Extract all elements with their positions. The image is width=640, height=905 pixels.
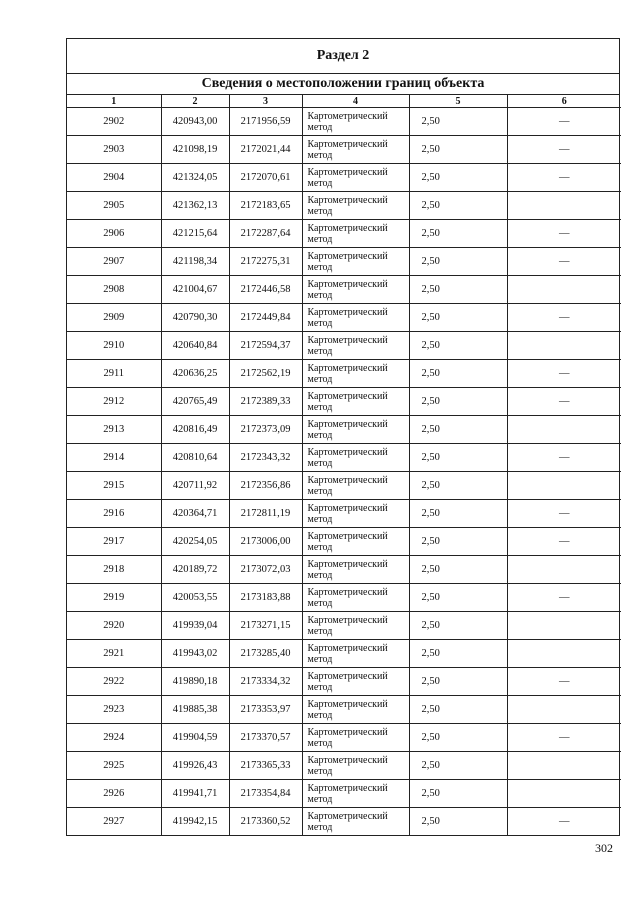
point-number-cell: 2918	[67, 556, 161, 584]
column-6-cell: —	[507, 136, 621, 164]
point-number-cell: 2915	[67, 472, 161, 500]
accuracy-cell: 2,50	[409, 696, 507, 724]
point-number-cell: 2910	[67, 332, 161, 360]
column-6-cell	[507, 276, 621, 304]
column-6-cell: —	[507, 808, 621, 836]
x-coordinate-cell: 419943,02	[161, 640, 229, 668]
point-number-cell: 2917	[67, 528, 161, 556]
column-6-cell: —	[507, 444, 621, 472]
section-subtitle: Сведения о местоположении границ объекта	[67, 74, 619, 95]
y-coordinate-cell: 2173354,84	[229, 780, 302, 808]
method-cell: Картометрический метод	[302, 164, 409, 192]
accuracy-cell: 2,50	[409, 724, 507, 752]
table-row	[67, 528, 621, 556]
table-row	[67, 500, 621, 528]
x-coordinate-cell: 419941,71	[161, 780, 229, 808]
column-6-cell	[507, 752, 621, 780]
accuracy-cell: 2,50	[409, 668, 507, 696]
accuracy-cell: 2,50	[409, 780, 507, 808]
y-coordinate-cell: 2172446,58	[229, 276, 302, 304]
column-6-cell: —	[507, 248, 621, 276]
method-cell: Картометрический метод	[302, 416, 409, 444]
x-coordinate-cell: 420711,92	[161, 472, 229, 500]
column-6-cell: —	[507, 360, 621, 388]
method-cell: Картометрический метод	[302, 500, 409, 528]
point-number-cell: 2907	[67, 248, 161, 276]
y-coordinate-cell: 2172275,31	[229, 248, 302, 276]
point-number-cell: 2903	[67, 136, 161, 164]
accuracy-cell: 2,50	[409, 332, 507, 360]
method-cell: Картометрический метод	[302, 752, 409, 780]
accuracy-cell: 2,50	[409, 136, 507, 164]
y-coordinate-cell: 2173183,88	[229, 584, 302, 612]
column-6-cell	[507, 472, 621, 500]
column-6-cell: —	[507, 108, 621, 136]
table-row	[67, 220, 621, 248]
accuracy-cell: 2,50	[409, 556, 507, 584]
x-coordinate-cell: 420364,71	[161, 500, 229, 528]
method-cell: Картометрический метод	[302, 808, 409, 836]
point-number-cell: 2912	[67, 388, 161, 416]
x-coordinate-cell: 420053,55	[161, 584, 229, 612]
x-coordinate-cell: 420790,30	[161, 304, 229, 332]
x-coordinate-cell: 420254,05	[161, 528, 229, 556]
table-row	[67, 108, 621, 136]
y-coordinate-cell: 2172373,09	[229, 416, 302, 444]
accuracy-cell: 2,50	[409, 192, 507, 220]
point-number-cell: 2916	[67, 500, 161, 528]
column-header: 4	[302, 95, 409, 108]
point-number-cell: 2926	[67, 780, 161, 808]
method-cell: Картометрический метод	[302, 444, 409, 472]
point-number-cell: 2921	[67, 640, 161, 668]
method-cell: Картометрический метод	[302, 248, 409, 276]
column-6-cell: —	[507, 220, 621, 248]
y-coordinate-cell: 2173006,00	[229, 528, 302, 556]
y-coordinate-cell: 2172449,84	[229, 304, 302, 332]
accuracy-cell: 2,50	[409, 612, 507, 640]
column-6-cell: —	[507, 500, 621, 528]
page-number: 302	[595, 841, 613, 855]
document-sheet	[66, 38, 620, 836]
table-row	[67, 696, 621, 724]
method-cell: Картометрический метод	[302, 724, 409, 752]
accuracy-cell: 2,50	[409, 304, 507, 332]
method-cell: Картометрический метод	[302, 696, 409, 724]
x-coordinate-cell: 421324,05	[161, 164, 229, 192]
column-6-cell: —	[507, 388, 621, 416]
method-cell: Картометрический метод	[302, 556, 409, 584]
method-cell: Картометрический метод	[302, 612, 409, 640]
table-row	[67, 248, 621, 276]
column-6-cell	[507, 556, 621, 584]
table-row	[67, 472, 621, 500]
y-coordinate-cell: 2173285,40	[229, 640, 302, 668]
column-header: 3	[229, 95, 302, 108]
x-coordinate-cell: 419926,43	[161, 752, 229, 780]
y-coordinate-cell: 2172389,33	[229, 388, 302, 416]
x-coordinate-cell: 421362,13	[161, 192, 229, 220]
table-row	[67, 584, 621, 612]
accuracy-cell: 2,50	[409, 472, 507, 500]
y-coordinate-cell: 2172021,44	[229, 136, 302, 164]
y-coordinate-cell: 2172343,32	[229, 444, 302, 472]
x-coordinate-cell: 419939,04	[161, 612, 229, 640]
column-6-cell: —	[507, 164, 621, 192]
method-cell: Картометрический метод	[302, 360, 409, 388]
table-row	[67, 556, 621, 584]
accuracy-cell: 2,50	[409, 360, 507, 388]
point-number-cell: 2913	[67, 416, 161, 444]
column-header: 1	[67, 95, 161, 108]
y-coordinate-cell: 2171956,59	[229, 108, 302, 136]
point-number-cell: 2914	[67, 444, 161, 472]
table-body	[67, 108, 621, 836]
y-coordinate-cell: 2173360,52	[229, 808, 302, 836]
table-row	[67, 724, 621, 752]
column-6-cell	[507, 332, 621, 360]
column-6-cell	[507, 780, 621, 808]
table-row	[67, 388, 621, 416]
method-cell: Картометрический метод	[302, 220, 409, 248]
table-row	[67, 360, 621, 388]
x-coordinate-cell: 420816,49	[161, 416, 229, 444]
method-cell: Картометрический метод	[302, 780, 409, 808]
column-6-cell	[507, 416, 621, 444]
column-6-cell: —	[507, 528, 621, 556]
table-row	[67, 416, 621, 444]
table-row	[67, 444, 621, 472]
y-coordinate-cell: 2172183,65	[229, 192, 302, 220]
column-header: 6	[507, 95, 621, 108]
point-number-cell: 2927	[67, 808, 161, 836]
accuracy-cell: 2,50	[409, 584, 507, 612]
x-coordinate-cell: 420765,49	[161, 388, 229, 416]
x-coordinate-cell: 419942,15	[161, 808, 229, 836]
y-coordinate-cell: 2173271,15	[229, 612, 302, 640]
method-cell: Картометрический метод	[302, 584, 409, 612]
y-coordinate-cell: 2173334,32	[229, 668, 302, 696]
table-header-row	[67, 95, 621, 108]
x-coordinate-cell: 421215,64	[161, 220, 229, 248]
x-coordinate-cell: 421004,67	[161, 276, 229, 304]
table-row	[67, 332, 621, 360]
point-number-cell: 2924	[67, 724, 161, 752]
column-header: 5	[409, 95, 507, 108]
point-number-cell: 2911	[67, 360, 161, 388]
point-number-cell: 2908	[67, 276, 161, 304]
point-number-cell: 2904	[67, 164, 161, 192]
method-cell: Картометрический метод	[302, 276, 409, 304]
y-coordinate-cell: 2172356,86	[229, 472, 302, 500]
point-number-cell: 2902	[67, 108, 161, 136]
x-coordinate-cell: 419890,18	[161, 668, 229, 696]
x-coordinate-cell: 421098,19	[161, 136, 229, 164]
y-coordinate-cell: 2173072,03	[229, 556, 302, 584]
column-6-cell: —	[507, 584, 621, 612]
point-number-cell: 2925	[67, 752, 161, 780]
column-6-cell: —	[507, 304, 621, 332]
x-coordinate-cell: 420189,72	[161, 556, 229, 584]
method-cell: Картометрический метод	[302, 640, 409, 668]
accuracy-cell: 2,50	[409, 164, 507, 192]
method-cell: Картометрический метод	[302, 528, 409, 556]
accuracy-cell: 2,50	[409, 276, 507, 304]
section-title: Раздел 2	[67, 39, 619, 74]
method-cell: Картометрический метод	[302, 668, 409, 696]
accuracy-cell: 2,50	[409, 444, 507, 472]
method-cell: Картометрический метод	[302, 108, 409, 136]
method-cell: Картометрический метод	[302, 192, 409, 220]
accuracy-cell: 2,50	[409, 248, 507, 276]
table-row	[67, 304, 621, 332]
method-cell: Картометрический метод	[302, 304, 409, 332]
method-cell: Картометрический метод	[302, 136, 409, 164]
point-number-cell: 2923	[67, 696, 161, 724]
accuracy-cell: 2,50	[409, 752, 507, 780]
accuracy-cell: 2,50	[409, 108, 507, 136]
table-row	[67, 136, 621, 164]
column-header: 2	[161, 95, 229, 108]
table-row	[67, 668, 621, 696]
accuracy-cell: 2,50	[409, 640, 507, 668]
column-6-cell	[507, 640, 621, 668]
accuracy-cell: 2,50	[409, 500, 507, 528]
point-number-cell: 2905	[67, 192, 161, 220]
table-row	[67, 612, 621, 640]
method-cell: Картометрический метод	[302, 472, 409, 500]
x-coordinate-cell: 420636,25	[161, 360, 229, 388]
point-number-cell: 2922	[67, 668, 161, 696]
accuracy-cell: 2,50	[409, 416, 507, 444]
x-coordinate-cell: 420640,84	[161, 332, 229, 360]
y-coordinate-cell: 2173370,57	[229, 724, 302, 752]
table-row	[67, 752, 621, 780]
point-number-cell: 2920	[67, 612, 161, 640]
table-row	[67, 192, 621, 220]
column-6-cell	[507, 192, 621, 220]
x-coordinate-cell: 420943,00	[161, 108, 229, 136]
column-6-cell: —	[507, 668, 621, 696]
table-row	[67, 808, 621, 836]
y-coordinate-cell: 2172594,37	[229, 332, 302, 360]
column-6-cell: —	[507, 724, 621, 752]
x-coordinate-cell: 421198,34	[161, 248, 229, 276]
y-coordinate-cell: 2172562,19	[229, 360, 302, 388]
y-coordinate-cell: 2172287,64	[229, 220, 302, 248]
point-number-cell: 2909	[67, 304, 161, 332]
accuracy-cell: 2,50	[409, 220, 507, 248]
accuracy-cell: 2,50	[409, 808, 507, 836]
point-number-cell: 2906	[67, 220, 161, 248]
column-6-cell	[507, 612, 621, 640]
table-row	[67, 640, 621, 668]
accuracy-cell: 2,50	[409, 528, 507, 556]
x-coordinate-cell: 419904,59	[161, 724, 229, 752]
y-coordinate-cell: 2172070,61	[229, 164, 302, 192]
x-coordinate-cell: 420810,64	[161, 444, 229, 472]
table-row	[67, 780, 621, 808]
table-row	[67, 164, 621, 192]
point-number-cell: 2919	[67, 584, 161, 612]
y-coordinate-cell: 2172811,19	[229, 500, 302, 528]
y-coordinate-cell: 2173365,33	[229, 752, 302, 780]
accuracy-cell: 2,50	[409, 388, 507, 416]
y-coordinate-cell: 2173353,97	[229, 696, 302, 724]
method-cell: Картометрический метод	[302, 388, 409, 416]
table-row	[67, 276, 621, 304]
boundary-points-table	[67, 95, 621, 835]
column-6-cell	[507, 696, 621, 724]
x-coordinate-cell: 419885,38	[161, 696, 229, 724]
method-cell: Картометрический метод	[302, 332, 409, 360]
